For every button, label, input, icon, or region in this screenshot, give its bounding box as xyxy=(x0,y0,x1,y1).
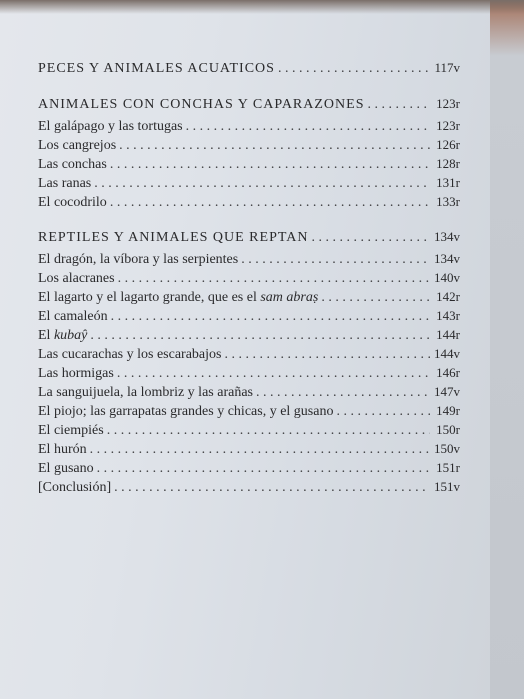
toc-entry-title: El gusano xyxy=(38,461,94,476)
dot-leader xyxy=(111,309,430,325)
table-of-contents xyxy=(38,60,460,498)
toc-entry-title: El dragón, la víbora y las serpientes xyxy=(38,252,239,267)
toc-entry-page: 150r xyxy=(436,422,460,437)
toc-heading-page: 123r xyxy=(436,96,460,111)
adjacent-page-edge xyxy=(490,0,524,699)
toc-entry-title: Los cangrejos xyxy=(38,138,117,153)
dot-leader xyxy=(118,271,430,287)
toc-entry-page: 126r xyxy=(436,137,460,152)
toc-entry-page: 133r xyxy=(436,194,460,209)
toc-entry xyxy=(38,289,460,308)
toc-entry-title: El cocodrilo xyxy=(38,195,107,210)
dot-leader xyxy=(367,97,430,113)
toc-entry xyxy=(38,137,460,156)
toc-entry-page: 128r xyxy=(436,156,460,171)
toc-entry xyxy=(38,460,460,479)
dot-leader xyxy=(256,385,430,401)
dot-leader xyxy=(110,157,430,173)
toc-entry-title: Los alacranes xyxy=(38,271,115,286)
toc-entry xyxy=(38,441,460,460)
toc-entry-title: Las hormigas xyxy=(38,366,114,381)
toc-heading xyxy=(38,96,460,118)
toc-heading xyxy=(38,60,460,82)
toc-entry xyxy=(38,194,460,213)
toc-entry-title: Las conchas xyxy=(38,157,107,172)
toc-entry xyxy=(38,251,460,270)
toc-entry-title-italic: kubaŷ xyxy=(53,328,88,343)
toc-entry-title: Las ranas xyxy=(38,176,92,191)
top-shadow xyxy=(0,0,524,14)
toc-entry-title-italic: sam abraṣ xyxy=(260,290,319,305)
dot-leader xyxy=(186,119,430,135)
toc-entry-page: 131r xyxy=(436,175,460,190)
toc-entry-title: El camaleón xyxy=(38,309,108,324)
toc-entry xyxy=(38,479,460,498)
toc-entry-title: Las cucarachas y los escarabajos xyxy=(38,347,222,362)
dot-leader xyxy=(278,61,430,77)
toc-entry xyxy=(38,308,460,327)
toc-entry-title: La sanguijuela, la lombriz y las arañas xyxy=(38,385,253,400)
toc-entry-title: El piojo; las garrapatas grandes y chicas, y el gusano xyxy=(38,404,334,419)
toc-entry xyxy=(38,403,460,422)
toc-entry-page: 146r xyxy=(436,365,460,380)
dot-leader xyxy=(312,230,430,246)
toc-entry-page: 149r xyxy=(436,403,460,418)
toc-entry-page: 147v xyxy=(434,384,460,399)
toc-heading-page: 117v xyxy=(434,60,460,75)
toc-entry xyxy=(38,327,460,346)
dot-leader xyxy=(224,347,430,363)
toc-heading-page: 134v xyxy=(434,229,460,244)
dot-leader xyxy=(117,366,430,382)
toc-entry-page: 150v xyxy=(434,441,460,456)
toc-entry-title: El ciempiés xyxy=(38,423,104,438)
toc-entry-title-text: El xyxy=(38,328,54,343)
toc-entry xyxy=(38,384,460,403)
dot-leader xyxy=(110,195,430,211)
dot-leader xyxy=(90,442,430,458)
toc-heading xyxy=(38,229,460,251)
toc-entry xyxy=(38,422,460,441)
toc-entry-page: 123r xyxy=(436,118,460,133)
dot-leader xyxy=(336,404,430,420)
toc-heading-title: PECES Y ANIMALES ACUATICOS xyxy=(38,61,275,76)
toc-entry-title xyxy=(38,290,321,306)
toc-entry-page: 144v xyxy=(434,346,460,361)
toc-entry xyxy=(38,270,460,289)
dot-leader xyxy=(241,252,430,268)
toc-entry-page: 151v xyxy=(434,479,460,494)
toc-entry-page: 140v xyxy=(434,270,460,285)
toc-entry-title: El galápago y las tortugas xyxy=(38,119,183,134)
toc-entry xyxy=(38,156,460,175)
toc-entry-page: 134v xyxy=(434,251,460,266)
toc-entry-page: 144r xyxy=(436,327,460,342)
dot-leader xyxy=(94,176,430,192)
dot-leader xyxy=(114,480,430,496)
toc-entry-page: 142r xyxy=(436,289,460,304)
toc-heading-title: REPTILES Y ANIMALES QUE REPTAN xyxy=(38,230,309,245)
dot-leader xyxy=(321,290,430,306)
toc-entry xyxy=(38,175,460,194)
toc-entry-page: 143r xyxy=(436,308,460,323)
toc-entry-title: [Conclusión] xyxy=(38,480,112,495)
toc-entry-page: 151r xyxy=(436,460,460,475)
dot-leader xyxy=(107,423,430,439)
dot-leader xyxy=(97,461,430,477)
toc-entry xyxy=(38,365,460,384)
toc-entry-title: El hurón xyxy=(38,442,87,457)
toc-entry xyxy=(38,346,460,365)
toc-entry-title-text: El lagarto y el lagarto grande, que es el xyxy=(38,290,261,305)
toc-entry xyxy=(38,118,460,137)
dot-leader xyxy=(119,138,430,154)
dot-leader xyxy=(90,328,430,344)
toc-heading-title: ANIMALES CON CONCHAS Y CAPARAZONES xyxy=(38,97,365,112)
toc-entry-title xyxy=(38,328,90,344)
